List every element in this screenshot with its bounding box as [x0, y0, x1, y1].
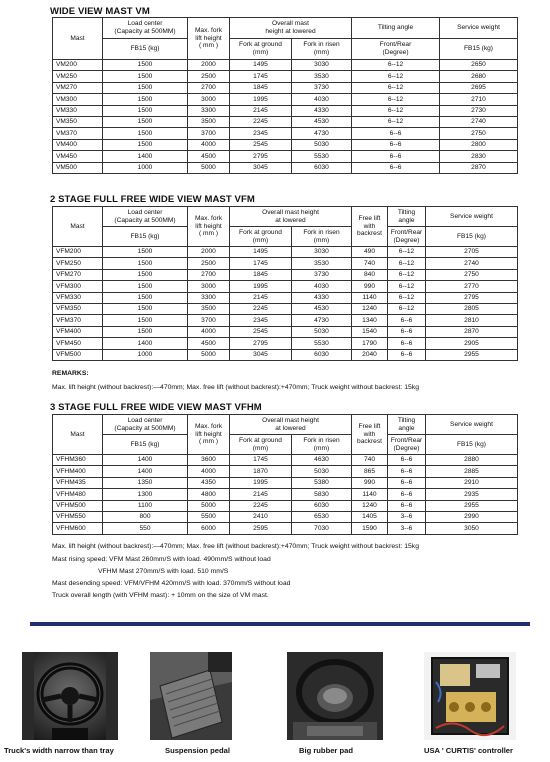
vm-table-row — [53, 60, 518, 71]
value-cell: 5000 — [188, 349, 230, 360]
caption-controller: USA ' CURTIS' controller — [424, 746, 513, 755]
value-cell: 4330 — [292, 105, 352, 116]
value-cell: 6--12 — [352, 116, 440, 127]
model-cell: VFM370 — [53, 315, 103, 326]
value-cell: 2245 — [230, 303, 292, 314]
value-cell: 3--6 — [388, 523, 426, 534]
vfm-table-row — [53, 326, 518, 337]
model-cell: VFM270 — [53, 269, 103, 280]
value-cell: 3500 — [188, 303, 230, 314]
model-cell: VM270 — [53, 82, 103, 93]
value-cell: 2795 — [426, 292, 518, 303]
vm-h-risen: Fork in risen (mm) — [292, 39, 352, 60]
vfhm-table-body — [53, 455, 518, 535]
vm-h-overall: Overall mast height at lowered — [230, 18, 352, 39]
note-line-4: Mast desending speed: VFM/VFHM 420mm/S with load. 370mm/S without load — [52, 580, 291, 587]
value-cell: 1300 — [103, 489, 188, 500]
value-cell: 6000 — [188, 523, 230, 534]
value-cell: 990 — [352, 477, 388, 488]
vfm-h-risen: Fork in risen (mm) — [292, 227, 352, 247]
value-cell: 2905 — [426, 338, 518, 349]
value-cell: 1500 — [103, 82, 188, 93]
value-cell: 2705 — [426, 247, 518, 258]
vfm-h-mast: Mast — [53, 207, 103, 247]
value-cell: 1790 — [352, 338, 388, 349]
value-cell: 1500 — [103, 139, 188, 150]
value-cell: 6030 — [292, 349, 352, 360]
value-cell: 1500 — [103, 258, 188, 269]
value-cell: 3000 — [188, 94, 230, 105]
value-cell: 6--6 — [388, 455, 426, 466]
value-cell: 1500 — [103, 281, 188, 292]
value-cell: 3045 — [230, 349, 292, 360]
vfm-h-sw-fb: FB15 (kg) — [426, 227, 518, 247]
steering-photo — [22, 652, 118, 740]
vfhm-h-risen: Fork in risen (mm) — [292, 435, 352, 455]
value-cell: 1400 — [103, 338, 188, 349]
vm-h-fb: FB15 (kg) — [103, 39, 188, 60]
vm-h-tilt: Tilting angle — [352, 18, 440, 39]
model-cell: VFM450 — [53, 338, 103, 349]
vfhm-h-overall: Overall mast height at lowered — [230, 415, 352, 435]
value-cell: 3530 — [292, 71, 352, 82]
value-cell: 2700 — [188, 82, 230, 93]
value-cell: 6--6 — [388, 500, 426, 511]
vfhm-h-sw: Service weight — [426, 415, 518, 435]
model-cell: VM200 — [53, 60, 103, 71]
value-cell: 5380 — [292, 477, 352, 488]
vfhm-table-row — [53, 500, 518, 511]
vfm-table-row — [53, 247, 518, 258]
value-cell: 6530 — [292, 511, 352, 522]
value-cell: 3030 — [292, 247, 352, 258]
value-cell: 2750 — [440, 128, 518, 139]
vfm-h-overall: Overall mast height at lowered — [230, 207, 352, 227]
value-cell: 2870 — [440, 162, 518, 173]
value-cell: 1500 — [103, 128, 188, 139]
value-cell: 4330 — [292, 292, 352, 303]
vm-table-row — [53, 116, 518, 127]
model-cell: VFHM550 — [53, 511, 103, 522]
value-cell: 4530 — [292, 116, 352, 127]
value-cell: 2545 — [230, 139, 292, 150]
value-cell: 1500 — [103, 315, 188, 326]
model-cell: VFM200 — [53, 247, 103, 258]
value-cell: 4030 — [292, 94, 352, 105]
value-cell: 2345 — [230, 128, 292, 139]
value-cell: 990 — [352, 281, 388, 292]
value-cell: 2955 — [426, 349, 518, 360]
vm-h-fork: Max. fork lift height ( mm ) — [188, 18, 230, 60]
value-cell: 2040 — [352, 349, 388, 360]
note-line-2: Mast rising speed: VFM Mast 260mm/S with load. 490mm/S without load — [52, 556, 271, 563]
value-cell: 5030 — [292, 139, 352, 150]
rubber-pad-photo — [287, 652, 383, 740]
value-cell: 3030 — [292, 60, 352, 71]
value-cell: 6--6 — [388, 477, 426, 488]
vfm-table-row — [53, 338, 518, 349]
vfhm-h-ground: Fork at ground (mm) — [230, 435, 292, 455]
vfhm-h-free: Free lift with backrest — [352, 415, 388, 455]
value-cell: 4500 — [188, 151, 230, 162]
vfm-h-sw: Service weight — [426, 207, 518, 227]
vfm-h-fb: FB15 (kg) — [103, 227, 188, 247]
model-cell: VM370 — [53, 128, 103, 139]
value-cell: 5000 — [188, 162, 230, 173]
value-cell: 1500 — [103, 105, 188, 116]
vm-table-row — [53, 139, 518, 150]
model-cell: VFM500 — [53, 349, 103, 360]
value-cell: 4730 — [292, 128, 352, 139]
vfhm-table-row — [53, 489, 518, 500]
value-cell: 1400 — [103, 455, 188, 466]
value-cell: 6--12 — [352, 105, 440, 116]
value-cell: 3600 — [188, 455, 230, 466]
value-cell: 2680 — [440, 71, 518, 82]
value-cell: 3050 — [426, 523, 518, 534]
vm-h-sw: Service weight — [440, 18, 518, 39]
value-cell: 6--12 — [352, 82, 440, 93]
value-cell: 2710 — [440, 94, 518, 105]
value-cell: 6--6 — [388, 315, 426, 326]
value-cell: 1540 — [352, 326, 388, 337]
vm-h-ground: Fork at ground (mm) — [230, 39, 292, 60]
vm-table-row — [53, 71, 518, 82]
value-cell: 6--6 — [388, 349, 426, 360]
value-cell: 3--6 — [388, 511, 426, 522]
value-cell: 1590 — [352, 523, 388, 534]
value-cell: 2500 — [188, 258, 230, 269]
vfhm-title: 3 STAGE FULL FREE WIDE VIEW MAST VFHM — [50, 402, 262, 413]
value-cell: 4730 — [292, 315, 352, 326]
value-cell: 1500 — [103, 60, 188, 71]
vfhm-spec-table — [52, 414, 518, 535]
value-cell: 5530 — [292, 151, 352, 162]
value-cell: 740 — [352, 455, 388, 466]
value-cell: 3530 — [292, 258, 352, 269]
vm-h-fr: Front/Rear (Degree) — [352, 39, 440, 60]
value-cell: 6--6 — [388, 466, 426, 477]
value-cell: 2740 — [426, 258, 518, 269]
value-cell: 2410 — [230, 511, 292, 522]
vfm-table-row — [53, 315, 518, 326]
section-divider — [30, 622, 530, 626]
value-cell: 1500 — [103, 303, 188, 314]
vm-table-row — [53, 162, 518, 173]
value-cell: 4030 — [292, 281, 352, 292]
model-cell: VM500 — [53, 162, 103, 173]
value-cell: 2810 — [426, 315, 518, 326]
value-cell: 2740 — [440, 116, 518, 127]
value-cell: 1870 — [230, 466, 292, 477]
value-cell: 1350 — [103, 477, 188, 488]
value-cell: 6--6 — [352, 128, 440, 139]
value-cell: 1000 — [103, 162, 188, 173]
value-cell: 4350 — [188, 477, 230, 488]
value-cell: 1745 — [230, 258, 292, 269]
value-cell: 6--12 — [352, 60, 440, 71]
value-cell: 2000 — [188, 247, 230, 258]
value-cell: 2935 — [426, 489, 518, 500]
vfm-title: 2 STAGE FULL FREE WIDE VIEW MAST VFM — [50, 194, 255, 205]
vm-spec-table — [52, 17, 518, 174]
vfm-h-fr: Front/Rear (Degree) — [388, 227, 426, 247]
value-cell: 6030 — [292, 162, 352, 173]
model-cell: VFHM600 — [53, 523, 103, 534]
value-cell: 6--12 — [388, 303, 426, 314]
value-cell: 1500 — [103, 326, 188, 337]
vfhm-table-row — [53, 511, 518, 522]
value-cell: 2245 — [230, 500, 292, 511]
value-cell: 2885 — [426, 466, 518, 477]
vfhm-h-fr: Front/Rear (Degree) — [388, 435, 426, 455]
value-cell: 2695 — [440, 82, 518, 93]
value-cell: 1995 — [230, 281, 292, 292]
value-cell: 1845 — [230, 269, 292, 280]
value-cell: 3300 — [188, 105, 230, 116]
value-cell: 2595 — [230, 523, 292, 534]
model-cell: VM400 — [53, 139, 103, 150]
value-cell: 4500 — [188, 338, 230, 349]
value-cell: 2700 — [188, 269, 230, 280]
vm-h-load: Load center (Capacity at 500MM) — [103, 18, 188, 39]
value-cell: 3500 — [188, 116, 230, 127]
value-cell: 3045 — [230, 162, 292, 173]
value-cell: 3300 — [188, 292, 230, 303]
value-cell: 6030 — [292, 500, 352, 511]
value-cell: 2145 — [230, 105, 292, 116]
vfhm-h-fb: FB15 (kg) — [103, 435, 188, 455]
vfhm-h-load: Load center (Capacity at 500MM) — [103, 415, 188, 435]
value-cell: 1100 — [103, 500, 188, 511]
value-cell: 1995 — [230, 477, 292, 488]
value-cell: 5530 — [292, 338, 352, 349]
value-cell: 1400 — [103, 151, 188, 162]
value-cell: 4000 — [188, 139, 230, 150]
note-line-3: VFHM Mast 270mm/S with load. 510 mm/S — [98, 568, 229, 575]
model-cell: VFHM480 — [53, 489, 103, 500]
value-cell: 2795 — [230, 151, 292, 162]
controller-photo — [424, 652, 516, 740]
note-line-5: Truck overall length (with VFHM mast): + 10mm on the size of VM mast. — [52, 592, 269, 599]
vm-table-row — [53, 82, 518, 93]
value-cell: 1745 — [230, 71, 292, 82]
value-cell: 4530 — [292, 303, 352, 314]
model-cell: VM300 — [53, 94, 103, 105]
pedal-photo — [150, 652, 232, 740]
vm-table-row — [53, 151, 518, 162]
value-cell: 490 — [352, 247, 388, 258]
value-cell: 1000 — [103, 349, 188, 360]
value-cell: 865 — [352, 466, 388, 477]
vfm-h-free: Free lift with backrest — [352, 207, 388, 247]
model-cell: VFM330 — [53, 292, 103, 303]
value-cell: 4630 — [292, 455, 352, 466]
caption-rubber-pad: Big rubber pad — [299, 746, 354, 755]
value-cell: 6--6 — [352, 162, 440, 173]
value-cell: 2750 — [426, 269, 518, 280]
value-cell: 6--12 — [388, 269, 426, 280]
value-cell: 5000 — [188, 500, 230, 511]
vfm-table-row — [53, 303, 518, 314]
value-cell: 2245 — [230, 116, 292, 127]
vfm-h-tilt: Tilting angle — [388, 207, 426, 227]
value-cell: 4000 — [188, 326, 230, 337]
value-cell: 840 — [352, 269, 388, 280]
model-cell: VM250 — [53, 71, 103, 82]
value-cell: 3000 — [188, 281, 230, 292]
value-cell: 1500 — [103, 94, 188, 105]
vfhm-table-row — [53, 466, 518, 477]
value-cell: 6--6 — [388, 338, 426, 349]
vm-table-row — [53, 105, 518, 116]
value-cell: 2000 — [188, 60, 230, 71]
value-cell: 1400 — [103, 466, 188, 477]
vm-table-body — [53, 60, 518, 174]
model-cell: VM330 — [53, 105, 103, 116]
vm-title: WIDE VIEW MAST VM — [50, 6, 150, 17]
value-cell: 5030 — [292, 326, 352, 337]
value-cell: 6--6 — [388, 489, 426, 500]
vfhm-table-row — [53, 523, 518, 534]
value-cell: 6--12 — [352, 94, 440, 105]
value-cell: 4000 — [188, 466, 230, 477]
value-cell: 2650 — [440, 60, 518, 71]
value-cell: 1240 — [352, 500, 388, 511]
value-cell: 1845 — [230, 82, 292, 93]
value-cell: 6--12 — [352, 71, 440, 82]
value-cell: 2145 — [230, 292, 292, 303]
vfm-h-load: Load center (Capacity at 500MM) — [103, 207, 188, 227]
model-cell: VFM300 — [53, 281, 103, 292]
model-cell: VFHM360 — [53, 455, 103, 466]
vfm-h-ground: Fork at ground (mm) — [230, 227, 292, 247]
vfhm-h-tilt: Tilting angle — [388, 415, 426, 435]
model-cell: VM350 — [53, 116, 103, 127]
value-cell: 2345 — [230, 315, 292, 326]
value-cell: 1140 — [352, 292, 388, 303]
value-cell: 1140 — [352, 489, 388, 500]
value-cell: 2800 — [440, 139, 518, 150]
value-cell: 1745 — [230, 455, 292, 466]
value-cell: 2500 — [188, 71, 230, 82]
vm-table-row — [53, 94, 518, 105]
value-cell: 3700 — [188, 315, 230, 326]
caption-pedal: Suspension pedal — [165, 746, 230, 755]
value-cell: 2830 — [440, 151, 518, 162]
value-cell: 1240 — [352, 303, 388, 314]
vm-h-mast: Mast — [53, 18, 103, 60]
value-cell: 5830 — [292, 489, 352, 500]
caption-steering: Truck's width narrow than tray — [4, 746, 114, 755]
value-cell: 2770 — [426, 281, 518, 292]
vfhm-h-mast: Mast — [53, 415, 103, 455]
value-cell: 3730 — [292, 269, 352, 280]
model-cell: VM450 — [53, 151, 103, 162]
value-cell: 6--12 — [388, 281, 426, 292]
value-cell: 1340 — [352, 315, 388, 326]
value-cell: 800 — [103, 511, 188, 522]
model-cell: VFM350 — [53, 303, 103, 314]
value-cell: 7030 — [292, 523, 352, 534]
vfhm-h-sw-fb: FB15 (kg) — [426, 435, 518, 455]
model-cell: VFM400 — [53, 326, 103, 337]
value-cell: 6--6 — [388, 326, 426, 337]
value-cell: 1500 — [103, 116, 188, 127]
value-cell: 1495 — [230, 60, 292, 71]
value-cell: 3730 — [292, 82, 352, 93]
value-cell: 2730 — [440, 105, 518, 116]
value-cell: 2990 — [426, 511, 518, 522]
vm-table-row — [53, 128, 518, 139]
value-cell: 5500 — [188, 511, 230, 522]
note-line-1: Max. lift height (without backrest):—470mm; Max. free lift (without backrest):+470mm; Truck weight without backrest: 15kg — [52, 543, 419, 550]
value-cell: 6--6 — [352, 139, 440, 150]
vfm-table-body — [53, 247, 518, 361]
vfm-table-row — [53, 292, 518, 303]
model-cell: VFM250 — [53, 258, 103, 269]
model-cell: VFHM500 — [53, 500, 103, 511]
vfm-table-row — [53, 281, 518, 292]
remarks-label: REMARKS: — [52, 370, 89, 377]
vfm-table-row — [53, 258, 518, 269]
value-cell: 1500 — [103, 269, 188, 280]
value-cell: 1500 — [103, 292, 188, 303]
value-cell: 4800 — [188, 489, 230, 500]
value-cell: 2910 — [426, 477, 518, 488]
value-cell: 1405 — [352, 511, 388, 522]
model-cell: VFHM435 — [53, 477, 103, 488]
value-cell: 2880 — [426, 455, 518, 466]
remarks-line: Max. lift height (without backrest):—470mm; Max. free lift (without backrest):+470mm; Truck weight without backrest: 15kg — [52, 384, 419, 391]
value-cell: 2545 — [230, 326, 292, 337]
vfhm-h-fork: Max. fork lift height ( mm ) — [188, 415, 230, 455]
value-cell: 2795 — [230, 338, 292, 349]
value-cell: 3700 — [188, 128, 230, 139]
vfm-spec-table — [52, 206, 518, 361]
value-cell: 2145 — [230, 489, 292, 500]
value-cell: 2870 — [426, 326, 518, 337]
value-cell: 6--12 — [388, 247, 426, 258]
value-cell: 2955 — [426, 500, 518, 511]
value-cell: 1500 — [103, 71, 188, 82]
value-cell: 2805 — [426, 303, 518, 314]
value-cell: 6--6 — [352, 151, 440, 162]
value-cell: 6--12 — [388, 292, 426, 303]
value-cell: 1495 — [230, 247, 292, 258]
value-cell: 5030 — [292, 466, 352, 477]
vfhm-table-row — [53, 477, 518, 488]
vfm-table-row — [53, 349, 518, 360]
vfhm-table-row — [53, 455, 518, 466]
vfm-h-fork: Max. fork lift height ( mm ) — [188, 207, 230, 247]
value-cell: 6--12 — [388, 258, 426, 269]
vm-h-sw-fb: FB15 (kg) — [440, 39, 518, 60]
value-cell: 550 — [103, 523, 188, 534]
value-cell: 740 — [352, 258, 388, 269]
vfm-table-row — [53, 269, 518, 280]
value-cell: 1500 — [103, 247, 188, 258]
model-cell: VFHM400 — [53, 466, 103, 477]
value-cell: 1995 — [230, 94, 292, 105]
